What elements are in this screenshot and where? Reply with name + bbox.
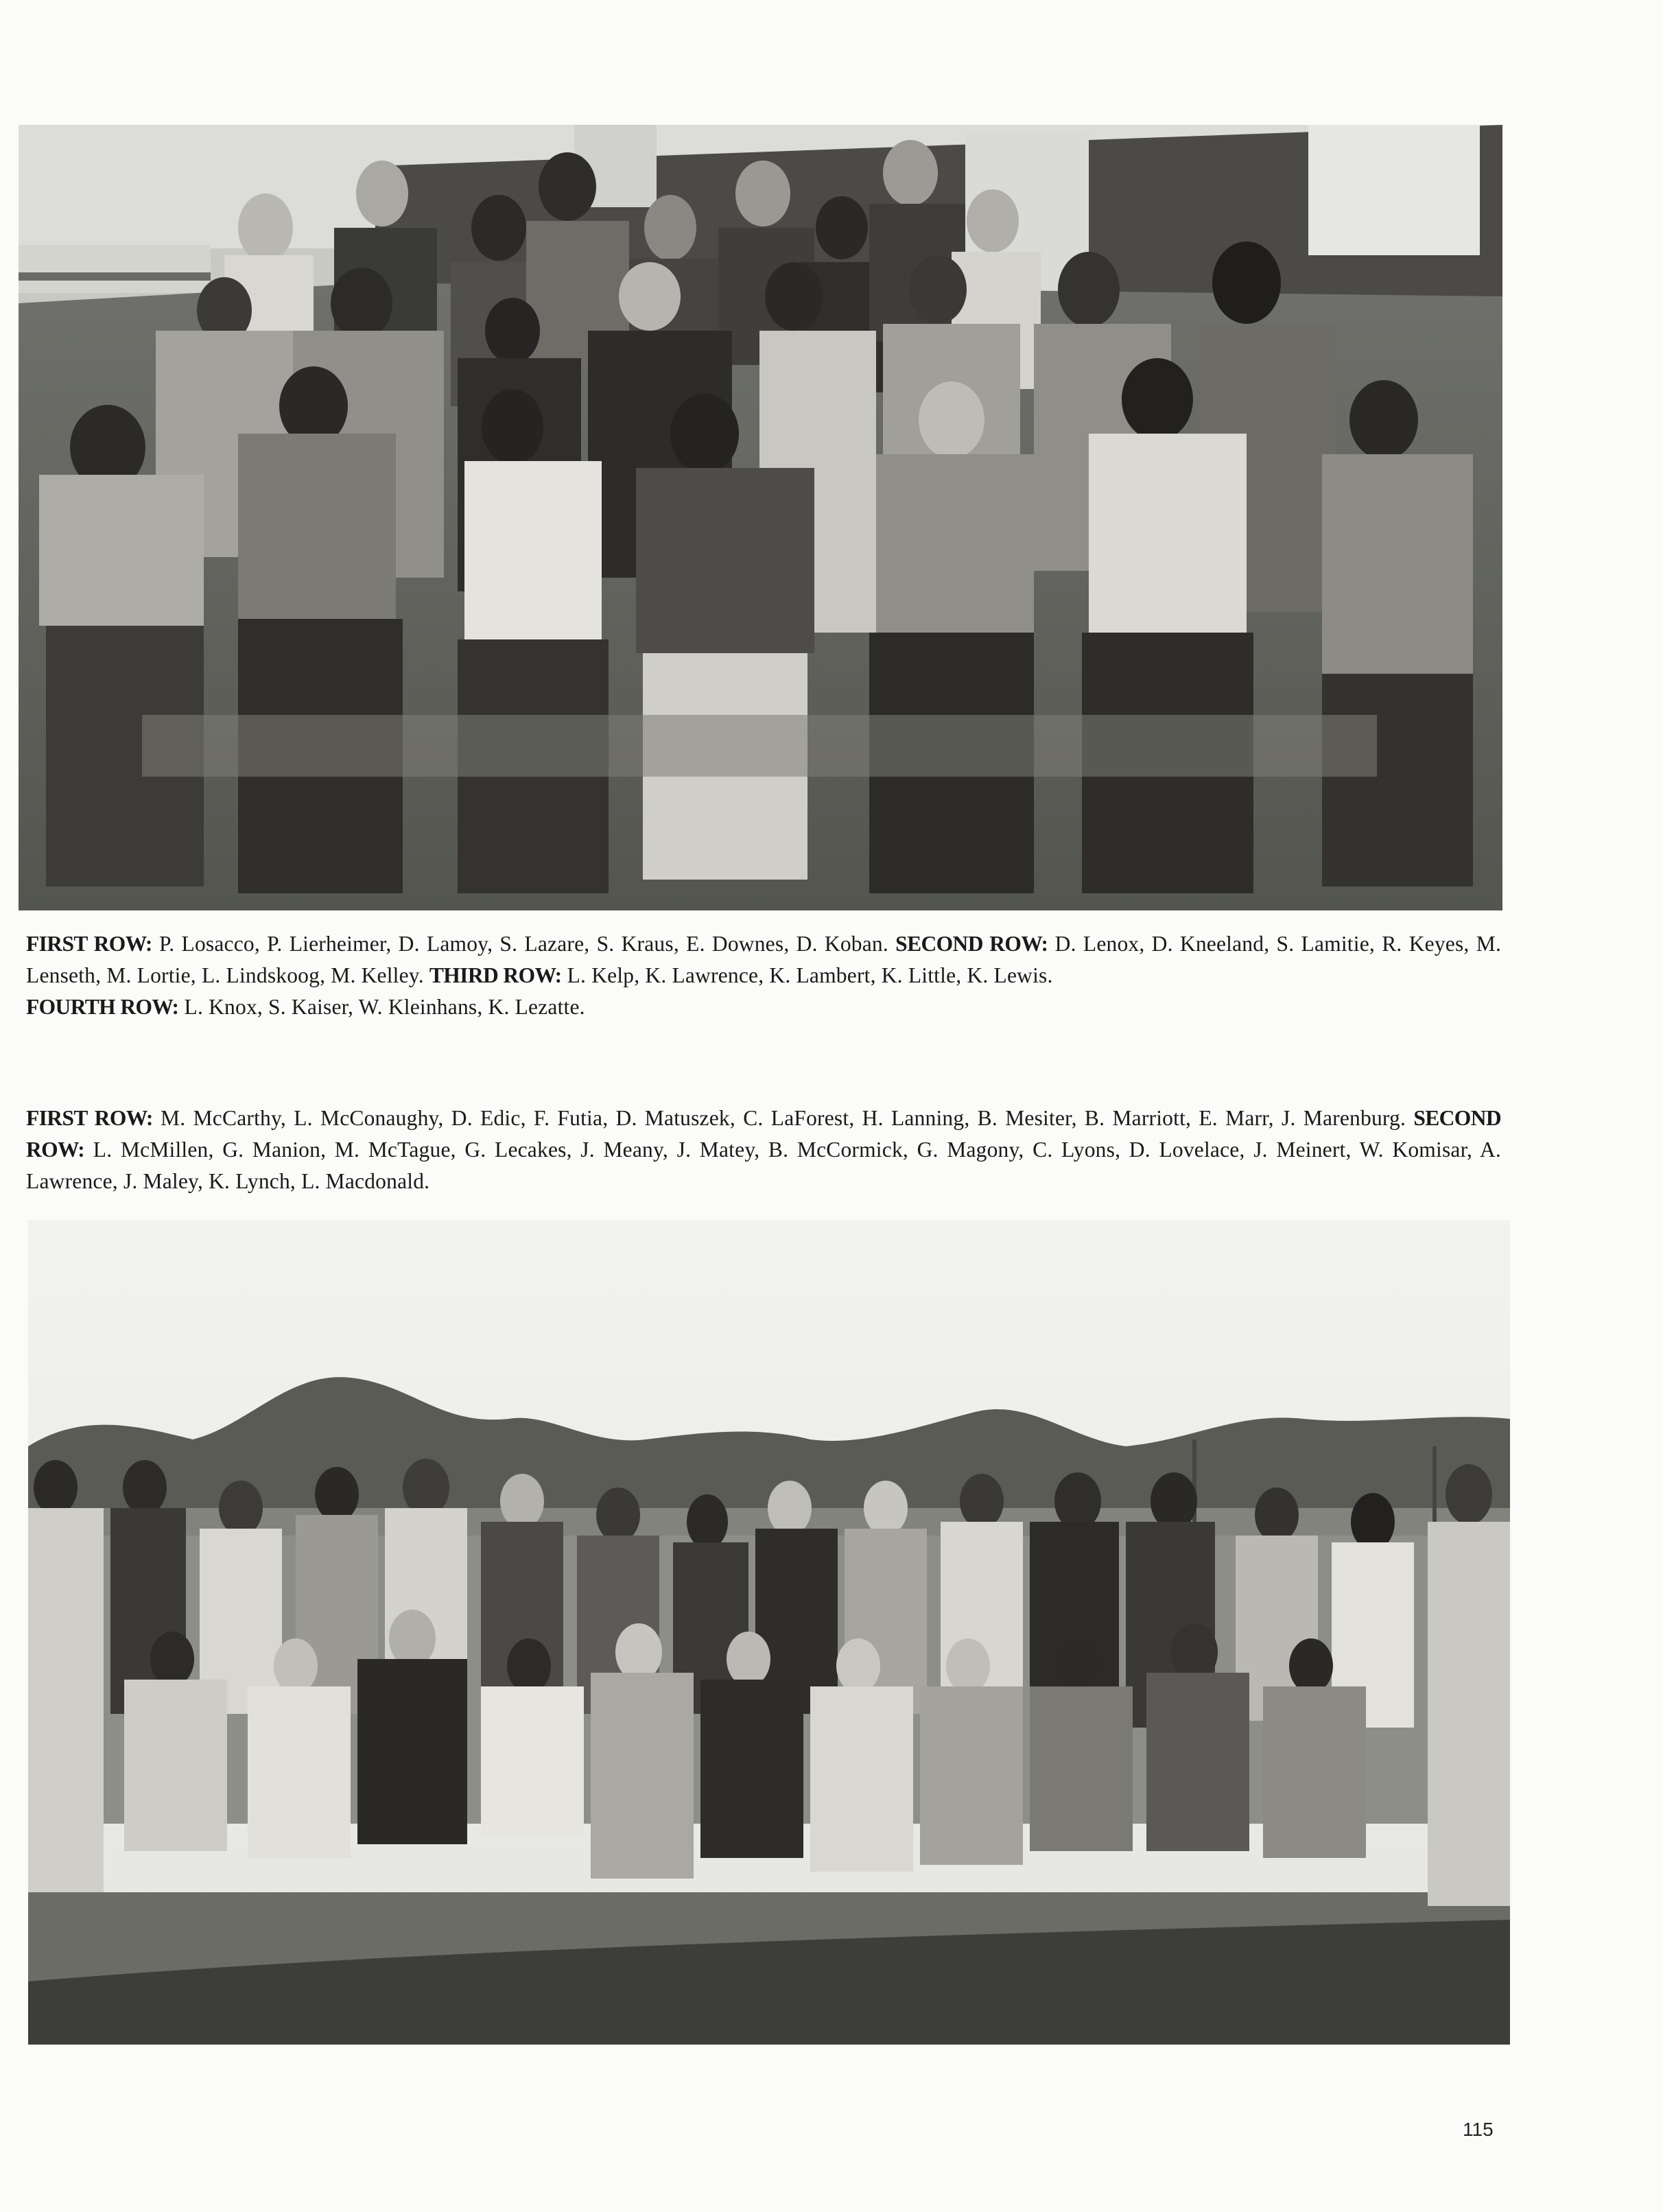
top-group-photo-image bbox=[19, 125, 1502, 910]
row-label: THIRD ROW: bbox=[429, 963, 562, 987]
row-names: L. Kelp, K. Lawrence, K. Lambert, K. Little, K. Lewis. bbox=[567, 963, 1053, 987]
row-label: FIRST ROW: bbox=[26, 932, 152, 956]
bottom-group-photo bbox=[28, 1220, 1510, 2045]
row-names: M. McCarthy, L. McConaughy, D. Edic, F. Futia, D. Matuszek, C. LaForest, H. Lanning, B. Mesiter, B. Marriott, E. Marr, J. Marenburg. bbox=[161, 1106, 1406, 1130]
row-label: SECOND ROW: bbox=[26, 1106, 1501, 1162]
row-label: SECOND ROW: bbox=[895, 932, 1048, 956]
top-group-photo bbox=[19, 125, 1502, 910]
row-names: L. McMillen, G. Manion, M. McTague, G. Lecakes, J. Meany, J. Matey, B. McCormick, G. Magony, C. Lyons, D. Lovelace, J. Meinert, W. Komisar, A. Lawrence, J. Maley, K. Lynch, L. Macdonald. bbox=[26, 1138, 1502, 1193]
row-names: L. Knox, S. Kaiser, W. Kleinhans, K. Lezatte. bbox=[184, 995, 585, 1019]
page-number: 115 bbox=[1463, 2119, 1494, 2140]
top-photo-caption bbox=[26, 928, 1501, 1023]
row-names: D. Lenox, D. Kneeland, S. Lamitie, R. Keyes, M. Lenseth, M. Lortie, L. Lindskoog, M. Kelley. bbox=[26, 932, 1502, 987]
row-label: FIRST ROW: bbox=[26, 1106, 153, 1130]
row-names: P. Losacco, P. Lierheimer, D. Lamoy, S. Lazare, S. Kraus, E. Downes, D. Koban. bbox=[158, 932, 888, 956]
row-label: FOURTH ROW: bbox=[26, 995, 179, 1019]
bottom-photo-caption bbox=[26, 1103, 1501, 1197]
bottom-group-photo-image bbox=[28, 1220, 1510, 2045]
